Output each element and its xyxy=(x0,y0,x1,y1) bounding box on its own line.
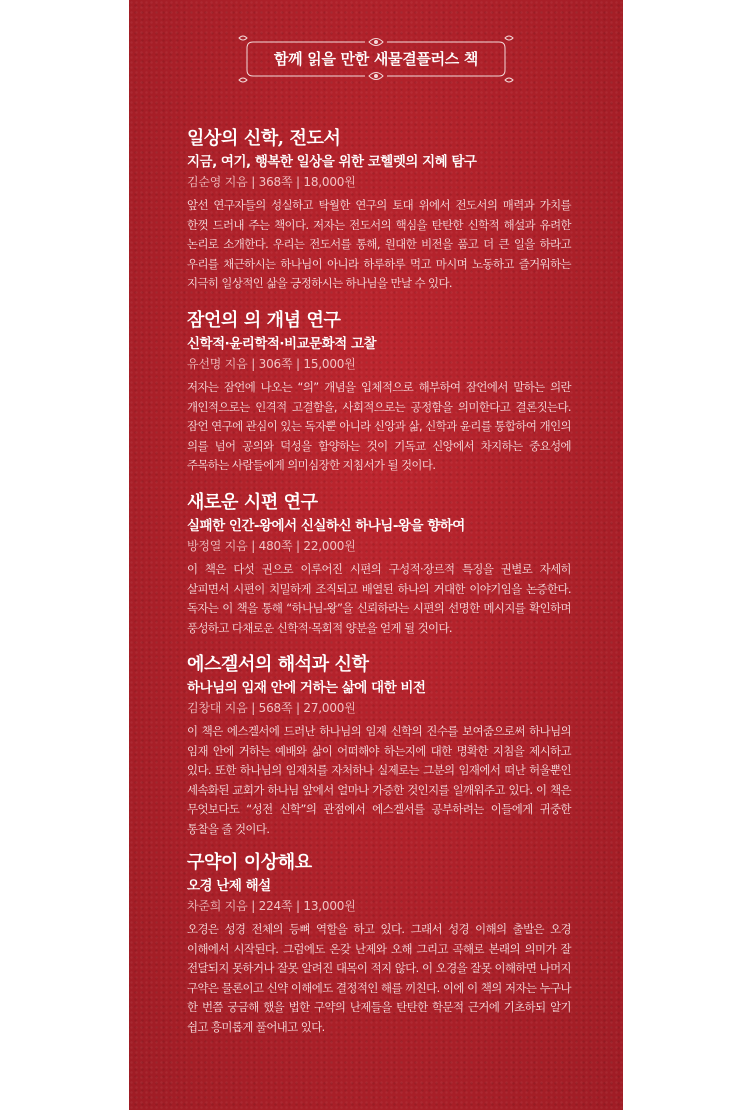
book-subtitle: 신학적·윤리학적·비교문화적 고찰 xyxy=(187,336,377,352)
book-title: 구약이 이상해요 xyxy=(187,852,312,873)
book-meta: 김순영 지음 | 368쪽 | 18,000원 xyxy=(187,175,356,189)
book-title: 에스겔서의 해석과 신학 xyxy=(187,654,369,675)
book-subtitle: 지금, 여기, 행복한 일상을 위한 코헬렛의 지혜 탐구 xyxy=(187,154,477,170)
book-recommendation-panel xyxy=(129,0,623,1110)
book-title: 일상의 신학, 전도서 xyxy=(187,128,341,149)
book-subtitle: 오경 난제 해설 xyxy=(187,878,271,894)
section-title: 함께 읽을 만한 새물결플러스 책 xyxy=(273,50,479,68)
book-subtitle: 실패한 인간-왕에서 신실하신 하나님-왕을 향하여 xyxy=(187,518,465,534)
book-description: 이 책은 에스겔서에 드러난 하나님의 임재 신학의 진수를 보여줌으로써 하나님의 임재 안에 거하는 예배와 삶이 어떠해야 하는지에 대한 명확한 지침을 제시하고 있다. 또한 하나님의 임재처를 자처하나 실제로는 그분의 임재에서 떠난 허울뿐인 세속화된 교회가 하나님 앞에서 얼마나 가증한 것인지를 일깨워주고 있다. 이 책은 무엇보다도 “성전 신학”의 관점에서 에스겔서를 공부하려는 이들에게 귀중한 통찰을 줄 것이다. xyxy=(187,724,571,836)
book-description: 저자는 잠언에 나오는 “의” 개념을 입체적으로 해부하여 잠언에서 말하는 의란 개인적으로는 인격적 고결함을, 사회적으로는 공정함을 의미한다고 결론짓는다. 잠언 연구에 관심이 있는 독자뿐 아니라 신앙과 삶, 신학과 윤리를 통합하여 개인의 의를 넘어 공의와 덕성을 함양하는 것이 기독교 신앙에서 차지하는 중요성에 주목하는 사람들에게 의미심장한 지침서가 될 것이다. xyxy=(187,380,571,473)
book-meta: 유선명 지음 | 306쪽 | 15,000원 xyxy=(187,357,356,371)
book-entry xyxy=(187,309,571,476)
book-title: 잠언의 의 개념 연구 xyxy=(187,310,341,331)
book-description: 오경은 성경 전체의 등뼈 역할을 하고 있다. 그래서 성경 이해의 출발은 오경 이해에서 시작된다. 그럼에도 온갖 난제와 오해 그리고 곡해로 본래의 의미가 잘 전달되지 못하거나 잘못 알려진 대목이 적지 않다. 이 오경을 잘못 이해하면 나머지 구약은 물론이고 신약 이해에도 결정적인 해를 끼친다. 이에 이 책의 저자는 누구나 한 번쯤 궁금해 했을 법한 구약의 난제들을 탄탄한 학문적 근거에 기초하되 알기 쉽고 흥미롭게 풀어내고 있다. xyxy=(187,922,571,1034)
book-title: 새로운 시편 연구 xyxy=(187,492,318,513)
book-meta: 방정열 지음 | 480쪽 | 22,000원 xyxy=(187,539,356,553)
section-header xyxy=(129,30,623,90)
book-entry xyxy=(187,653,571,840)
book-description: 이 책은 다섯 권으로 이루어진 시편의 구성적·장르적 특징을 권별로 자세히 살피면서 시편이 치밀하게 조직되고 배열된 하나의 거대한 이야기임을 논증한다. 독자는 이 책을 통해 “하나님-왕”을 신뢰하라는 시편의 선명한 메시지를 확인하며 풍성하고 다채로운 신학적·목회적 양분을 얻게 될 것이다. xyxy=(187,562,571,635)
book-subtitle: 하나님의 임재 안에 거하는 삶에 대한 비전 xyxy=(187,680,426,696)
book-meta: 차준희 지음 | 224쪽 | 13,000원 xyxy=(187,899,356,913)
book-entry xyxy=(187,491,571,638)
book-description: 앞선 연구자들의 성실하고 탁월한 연구의 토대 위에서 전도서의 매력과 가치를 한껏 드러내 주는 책이다. 저자는 전도서의 핵심을 탄탄한 신학적 해설과 유려한 논리로 소개한다. 우리는 전도서를 통해, 원대한 비전을 품고 더 큰 일을 하라고 우리를 채근하시는 하나님이 아니라 하루하루 먹고 마시며 노동하고 즐거워하는 지극히 일상적인 삶을 긍정하시는 하나님을 만날 수 있다. xyxy=(187,198,571,291)
book-meta: 김창대 지음 | 568쪽 | 27,000원 xyxy=(187,701,356,715)
book-entry xyxy=(187,851,571,1038)
book-entry xyxy=(187,127,571,294)
